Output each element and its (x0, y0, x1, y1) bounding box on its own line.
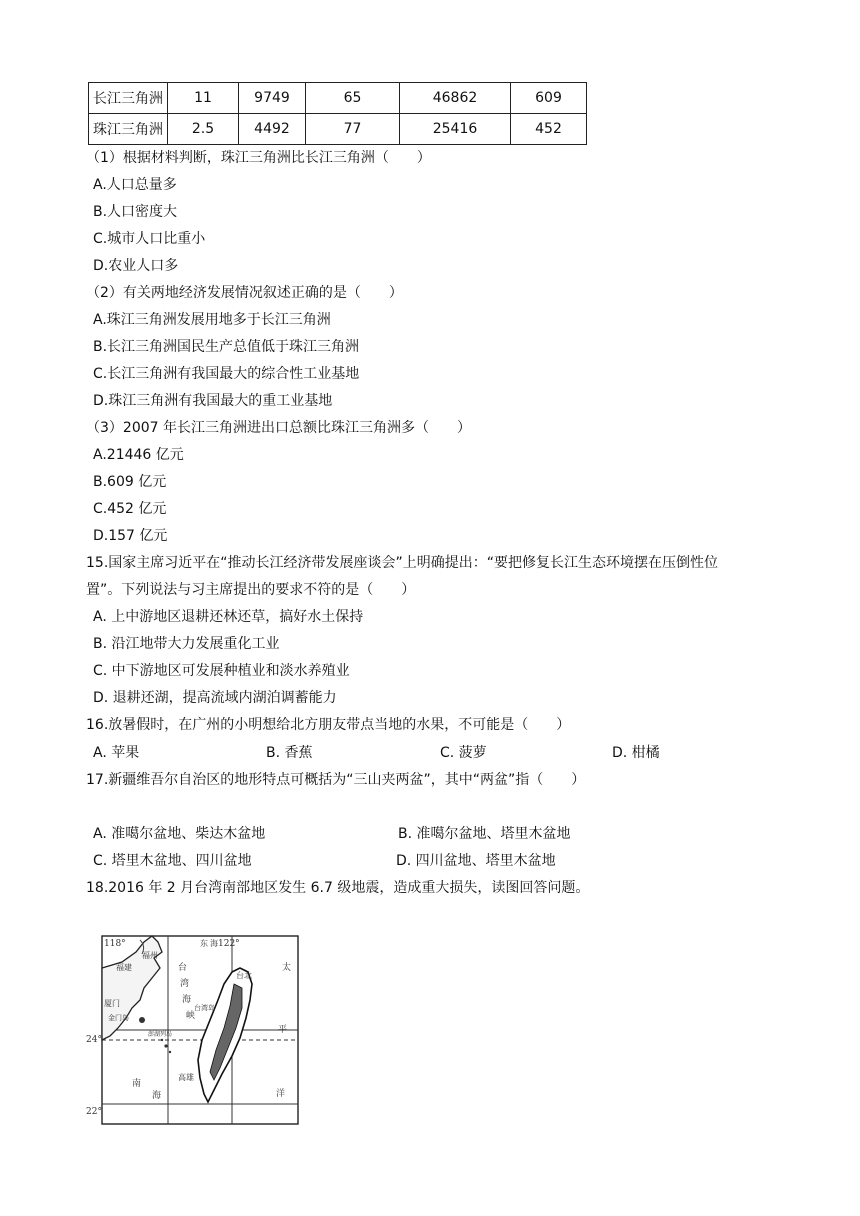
table-cell: 珠江三角洲 (89, 114, 168, 145)
island-label: 台湾岛 (194, 1004, 215, 1012)
strait-label: 台 (178, 963, 188, 973)
table-cell: 长江三角洲 (89, 83, 168, 114)
kinmen-island (139, 1017, 145, 1023)
strait-label: 海 (182, 995, 192, 1005)
option-b: B.长江三角洲国民生产总值低于珠江三角洲 (93, 339, 360, 355)
island-label: 澎湖列岛 (148, 1031, 173, 1038)
option-d: D.157 亿元 (93, 528, 168, 544)
option-a: A.21446 亿元 (93, 447, 184, 463)
island-label: 金门岛 (108, 1014, 129, 1022)
option-b: B.人口密度大 (93, 204, 178, 220)
strait-label: 峡 (186, 1011, 196, 1021)
option-d: D. 四川盆地、塔里木盆地 (396, 853, 556, 869)
question-stem-continued: 置”。下列说法与习主席提出的要求不符的是（ ） (86, 582, 416, 598)
question-stem: （1）根据材料判断，珠江三角洲比长江三角洲（ ） (86, 150, 431, 166)
ocean-label: 太 (282, 963, 292, 973)
option-b: B. 沿江地带大力发展重化工业 (93, 636, 280, 652)
table-cell: 452 (511, 114, 587, 145)
question-stem: 16.放暑假时，在广州的小明想给北方朋友带点当地的水果，不可能是（ ） (86, 717, 571, 733)
city-label: 台北 (236, 971, 252, 980)
strait-label: 湾 (180, 979, 190, 989)
option-c: C. 塔里木盆地、四川盆地 (93, 853, 252, 869)
option-c: C.城市人口比重小 (93, 231, 206, 247)
question-stem: （3）2007 年长江三角洲进出口总额比珠江三角洲多（ ） (86, 420, 471, 436)
penghu-island (169, 1051, 171, 1053)
question-stem: 17.新疆维吾尔自治区的地形特点可概括为“三山夹两盆”，其中“两盆”指（ ） (86, 772, 586, 788)
option-b: B.609 亿元 (93, 474, 167, 490)
option-c: C. 菠萝 (440, 745, 487, 761)
sea-label: 海 (152, 1091, 162, 1101)
option-a: A. 上中游地区退耕还林还草，搞好水土保持 (93, 609, 364, 625)
table-cell: 2.5 (168, 114, 239, 145)
city-label: 厦门 (104, 999, 120, 1008)
longitude-label: 118° (104, 939, 126, 949)
option-d: D. 柑橘 (612, 745, 660, 761)
option-c: C.长江三角洲有我国最大的综合性工业基地 (93, 366, 360, 382)
table-cell: 609 (511, 83, 587, 114)
table-cell: 25416 (400, 114, 511, 145)
option-d: D. 退耕还湖，提高流域内湖泊调蓄能力 (93, 690, 337, 706)
ocean-label: 平 (278, 1025, 288, 1035)
table-cell: 46862 (400, 83, 511, 114)
option-c: C.452 亿元 (93, 501, 167, 517)
table-cell: 4492 (239, 114, 306, 145)
sea-label: 东 (200, 939, 208, 948)
table-cell: 77 (306, 114, 400, 145)
city-label: 福州 (142, 951, 158, 960)
question-stem: 15.国家主席习近平在“推动长江经济带发展座谈会”上明确提出：“要把修复长江生态环境摆在压倒性位 (86, 555, 719, 571)
penghu-island (161, 1039, 163, 1041)
latitude-label: 22° (86, 1107, 102, 1117)
data-table (88, 82, 587, 145)
table-cell: 9749 (239, 83, 306, 114)
option-b: B. 香蕉 (266, 745, 313, 761)
table-row (89, 83, 587, 114)
option-a: A.珠江三角洲发展用地多于长江三角洲 (93, 312, 331, 328)
sea-label: 海 (210, 939, 218, 948)
option-d: D.农业人口多 (93, 258, 179, 274)
table-cell: 65 (306, 83, 400, 114)
ocean-label: 洋 (276, 1089, 286, 1099)
option-b: B. 准噶尔盆地、塔里木盆地 (398, 826, 571, 842)
longitude-label: 122° (218, 939, 240, 949)
option-a: A. 苹果 (93, 745, 140, 761)
city-label: 高雄 (178, 1073, 194, 1082)
option-a: A.人口总量多 (93, 177, 177, 193)
sea-label: 南 (132, 1079, 142, 1089)
table-row (89, 114, 587, 145)
latitude-label: 24° (86, 1035, 102, 1045)
province-label: 福建 (116, 963, 132, 972)
penghu-island (164, 1044, 167, 1047)
question-stem: 18.2016 年 2 月台湾南部地区发生 6.7 级地震，造成重大损失，读图回答问题。 (86, 880, 590, 896)
option-d: D.珠江三角洲有我国最大的重工业基地 (93, 393, 333, 409)
table-cell: 11 (168, 83, 239, 114)
taiwan-map (82, 928, 304, 1130)
question-stem: （2）有关两地经济发展情况叙述正确的是（ ） (86, 285, 403, 301)
option-a: A. 准噶尔盆地、柴达木盆地 (93, 826, 266, 842)
option-c: C. 中下游地区可发展种植业和淡水养殖业 (93, 663, 350, 679)
